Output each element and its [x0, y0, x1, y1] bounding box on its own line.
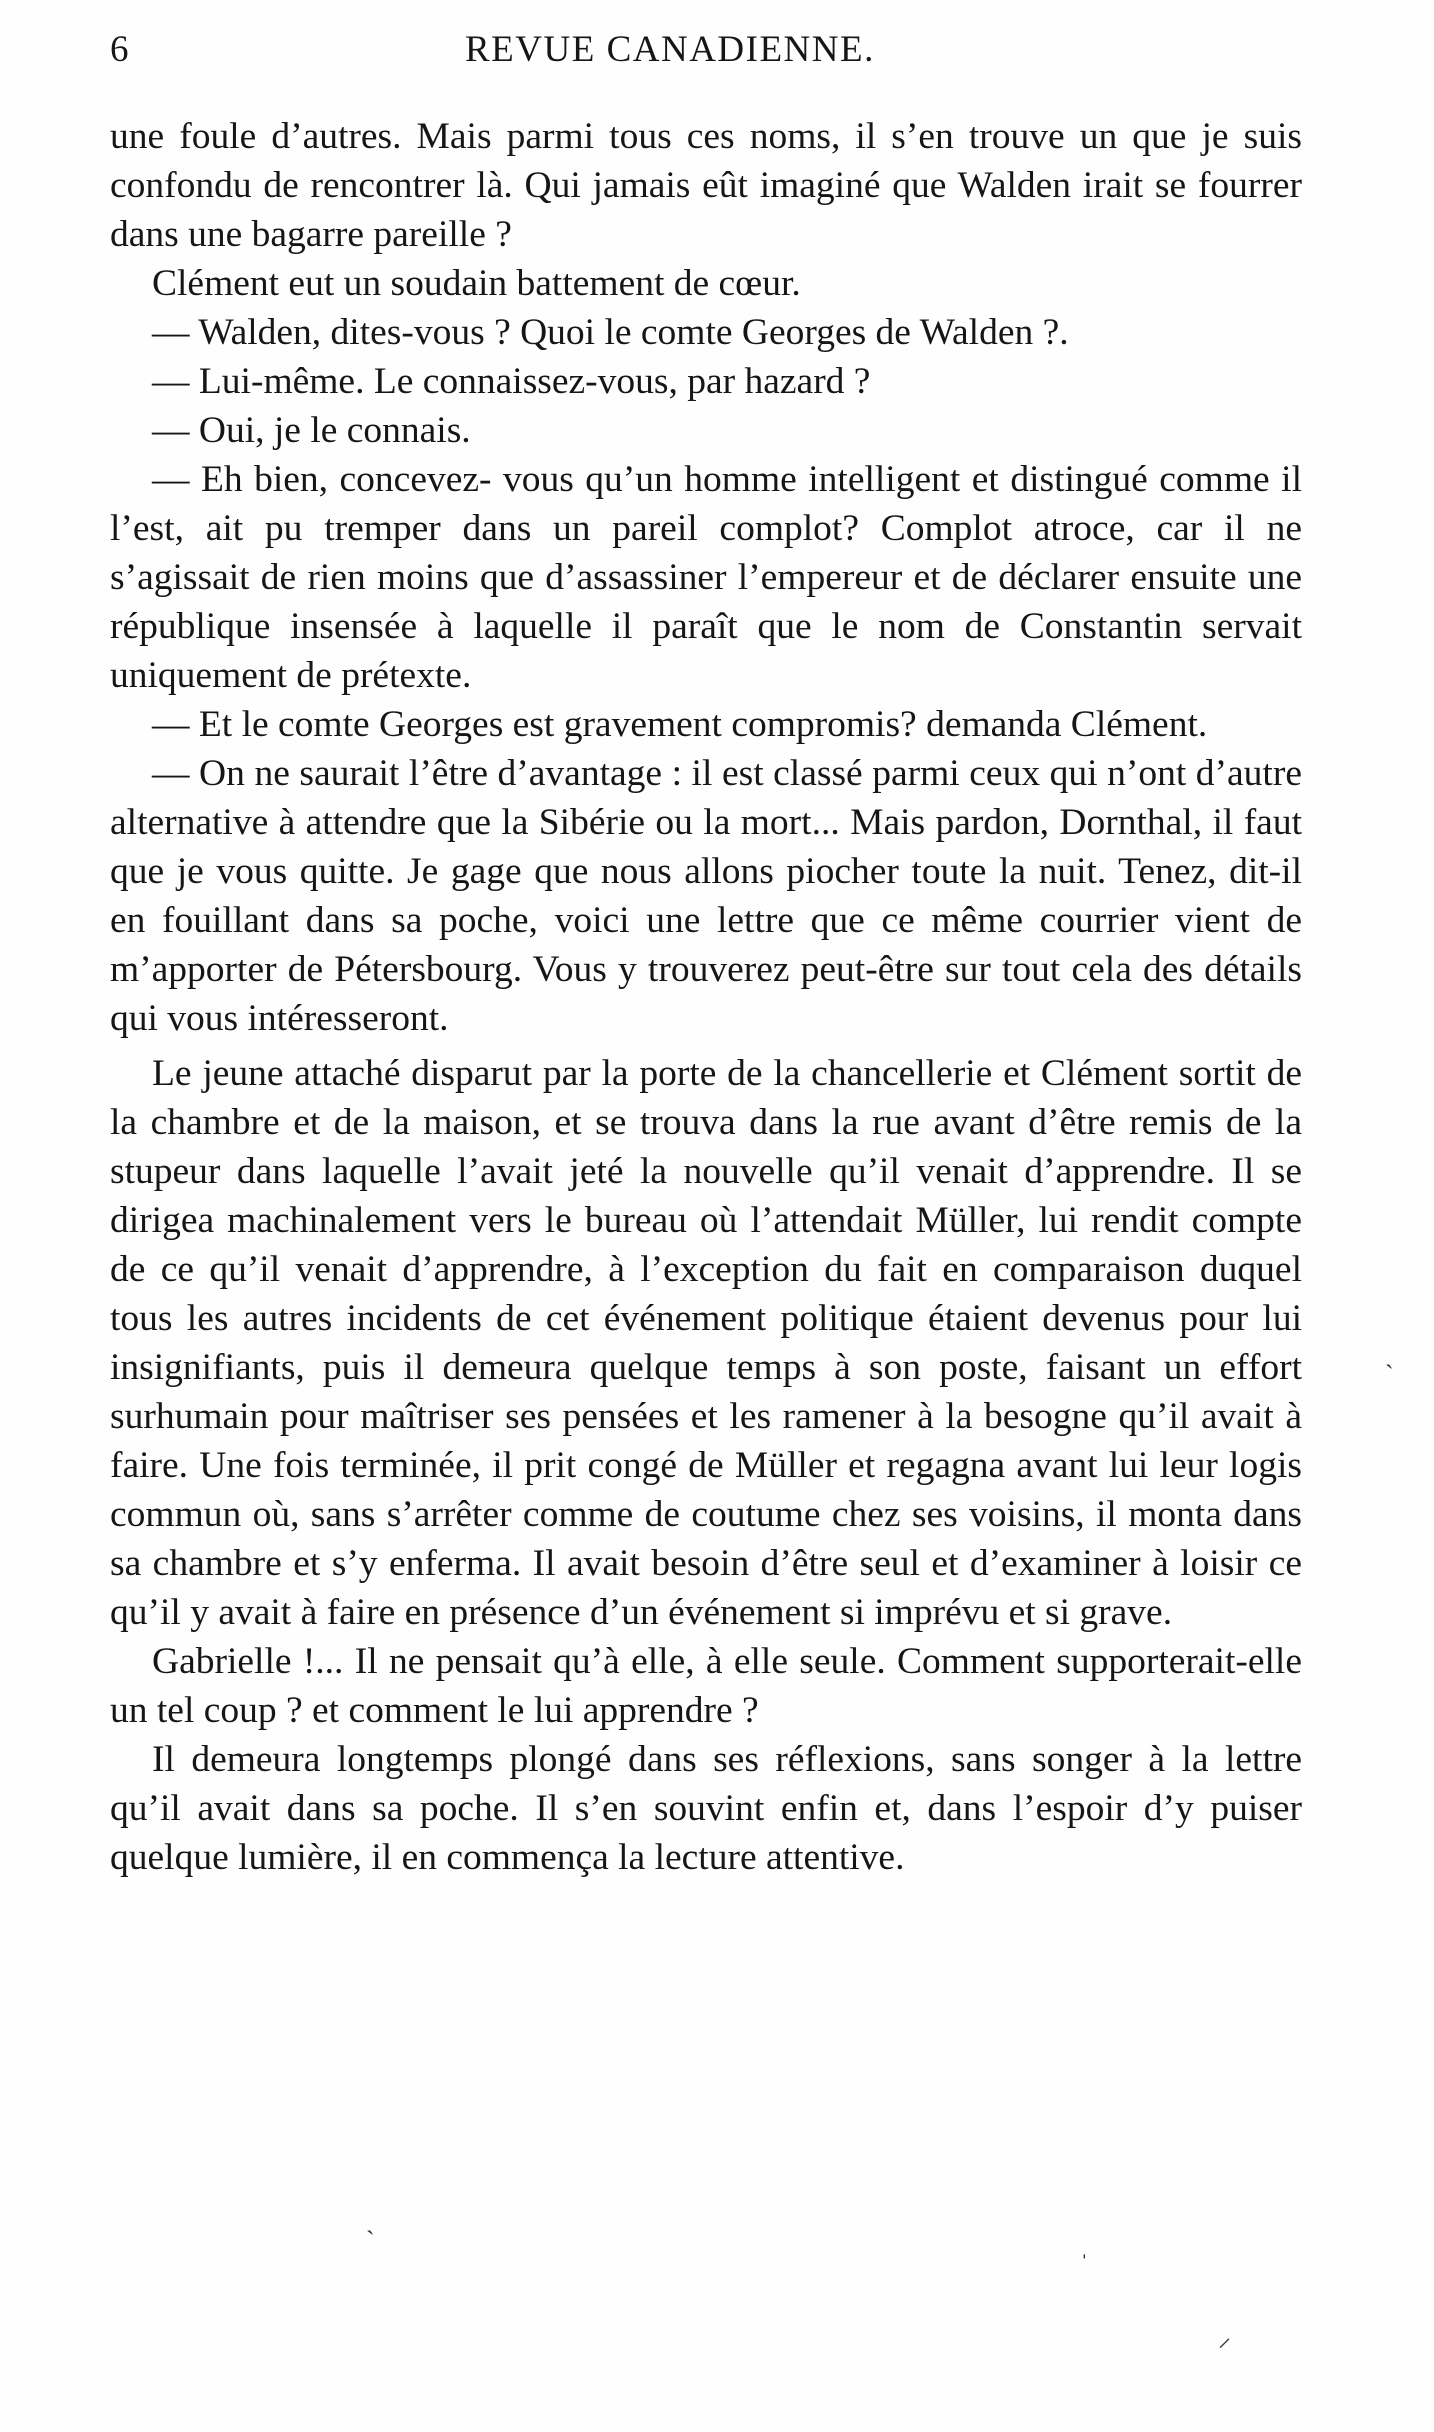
page-header [110, 28, 1280, 88]
ink-speck: ⸝ [1218, 2323, 1232, 2352]
paragraph-continuation: une foule d’autres. Mais parmi tous ces noms, il s’en trouve un que je suis confondu de rencontrer là. Qui jamais eût imaginé que Walden irait se fourrer dans une bagarre pareille ? [110, 116, 1302, 255]
body-text [110, 112, 1302, 1882]
dialogue-complot: — Eh bien, concevez- vous qu’un homme intelligent et distingué comme il l’est, ait pu tremper dans un pareil complot? Complot atroce, car il ne s’agissait de rien moins que d’assassiner l’empereur et de déclarer ensuite une république insensée à laquelle il paraît que le nom de Constantin servait uniquement de prétexte. [110, 459, 1302, 696]
dialogue-compromis: — Et le comte Georges est gravement compromis? demanda Clément. [152, 704, 1208, 745]
paragraph-attache-disparut: Le jeune attaché disparut par la porte de la chancellerie et Clément sortit de la chambre et de la maison, et se trouva dans la rue avant d’être remis de la stupeur dans laquelle l’avait jeté la nouvelle qu’il venait d’apprendre. Il se dirigea machinalement vers le bureau où l’attendait Müller, lui rendit compte de ce qu’il venait d’apprendre, à l’exception du fait en comparaison duquel tous les autres incidents de cet événement politique étaient devenus pour lui insignifiants, puis il demeura quelque temps à son poste, faisant un effort surhumain pour maîtriser ses pensées et les ramener à la besogne qu’il avait à faire. Une fois terminée, il prit congé de Müller et regagna avant lui leur logis commun où, sans s’arrêter comme de coutume chez ses voisins, il monta dans sa chambre et s’y enferma. Il avait besoin d’être seul et d’examiner à loisir ce qu’il y avait à faire en présence d’un événement si imprévu et si grave. [110, 1053, 1302, 1633]
dialogue-walden-question: — Walden, dites-vous ? Quoi le comte Georges de Walden ?. [152, 312, 1069, 353]
dialogue-lui-meme: — Lui-même. Le connaissez-vous, par hazard ? [152, 361, 871, 402]
ink-speck: ˏ [1385, 1340, 1394, 1369]
dialogue-siberie: — On ne saurait l’être d’avantage : il est classé parmi ceux qui n’ont d’autre alternative à attendre que la Sibérie ou la mort... Mais pardon, Dornthal, il faut que je vous quitte. Je gage que nous allons piocher toute la nuit. Tenez, dit-il en fouillant dans sa poche, voici une lettre que ce même courrier vient de m’apporter de Pétersbourg. Vous y trouverez peut-être sur tout cela des détails qui vous intéresseront. [110, 753, 1302, 1039]
dialogue-oui: — Oui, je le connais. [152, 410, 471, 451]
paragraph-lettre: Il demeura longtemps plongé dans ses réflexions, sans songer à la lettre qu’il avait dans sa poche. Il s’en souvint enfin et, dans l’espoir d’y puiser quelque lumière, il en commença la lecture attentive. [110, 1739, 1302, 1878]
running-title: REVUE CANADIENNE. [465, 29, 875, 70]
ink-speck: ˈ [1080, 2250, 1089, 2279]
paragraph-gabrielle: Gabrielle !... Il ne pensait qu’à elle, à elle seule. Comment supporterait-elle un tel coup ? et comment le lui apprendre ? [110, 1641, 1302, 1731]
ink-speck: ˎ [366, 2206, 375, 2235]
page-number: 6 [110, 29, 129, 70]
paragraph-clement-heartbeat: Clément eut un soudain battement de cœur. [152, 263, 801, 304]
